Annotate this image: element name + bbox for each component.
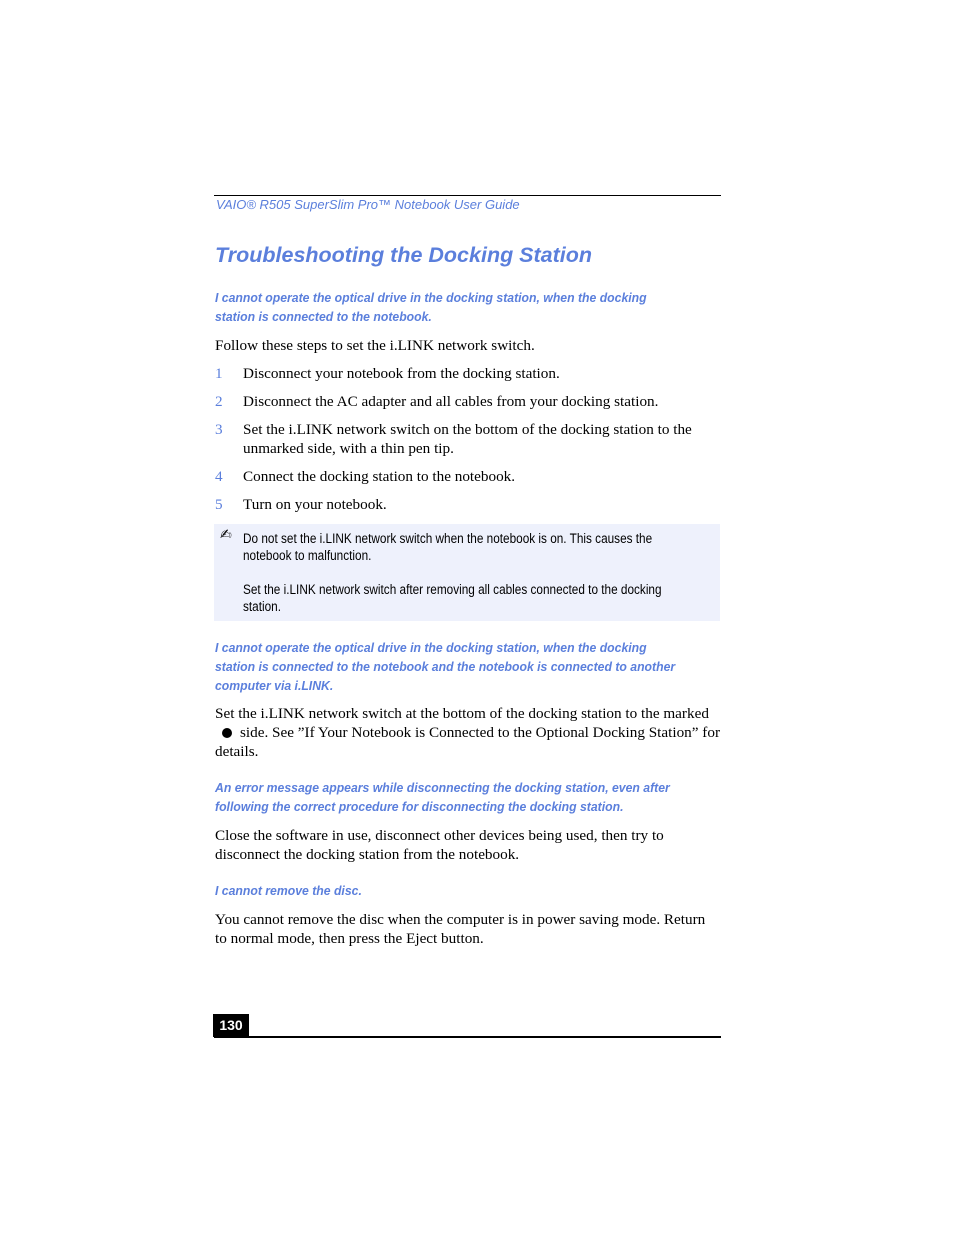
running-header: VAIO® R505 SuperSlim Pro™ Notebook User Guide xyxy=(216,197,520,212)
header-rule xyxy=(214,195,721,196)
answer-text: You cannot remove the disc when the computer is in power saving mode. Return to normal mode, then press the Eject button. xyxy=(215,911,706,947)
question-heading-4: I cannot remove the disc. xyxy=(215,883,362,898)
note-box xyxy=(214,524,720,621)
step-number: 4 xyxy=(215,468,223,485)
step-number: 2 xyxy=(215,393,223,410)
step-text: Turn on your notebook. xyxy=(243,496,387,513)
question-heading-2: I cannot operate the optical drive in the docking station, when the docking station is connected to the notebook and the notebook is connected to another computer via i.LINK. xyxy=(215,640,676,693)
step-number: 1 xyxy=(215,365,223,382)
marked-side-dot-icon xyxy=(222,728,232,738)
step-text: Disconnect the AC adapter and all cables from your docking station. xyxy=(243,393,659,410)
answer-text-part1: Set the i.LINK network switch at the bottom of the docking station to the marked xyxy=(215,705,709,722)
answer-text xyxy=(215,704,720,761)
answer-text: Close the software in use, disconnect other devices being used, then try to disconnect the docking station from the notebook. xyxy=(215,827,664,863)
note-text: Do not set the i.LINK network switch when the notebook is on. This causes the notebook to malfunction. xyxy=(243,531,653,563)
question-heading-3: An error message appears while disconnecting the docking station, even after following the correct procedure for disconnecting the docking station. xyxy=(215,780,670,814)
step-text: Set the i.LINK network switch on the bottom of the docking station to the unmarked side, with a thin pen tip. xyxy=(243,421,692,457)
note-text: Set the i.LINK network switch after removing all cables connected to the docking station. xyxy=(243,582,662,614)
step-number: 5 xyxy=(215,496,223,513)
intro-text: Follow these steps to set the i.LINK network switch. xyxy=(215,337,535,354)
question-heading-1: I cannot operate the optical drive in the docking station, when the docking station is connected to the notebook. xyxy=(215,290,647,324)
step-text: Disconnect your notebook from the docking station. xyxy=(243,365,560,382)
step-text: Connect the docking station to the notebook. xyxy=(243,468,516,485)
section-title: Troubleshooting the Docking Station xyxy=(215,243,593,267)
answer-text-part2: side. See ”If Your Notebook is Connected to the Optional Docking Station” for details. xyxy=(215,724,721,760)
footer-rule xyxy=(214,1036,721,1038)
page-number-box xyxy=(213,1014,249,1037)
page-number: 130 xyxy=(219,1017,243,1033)
note-pencil-icon: ✍ xyxy=(220,527,232,543)
step-number: 3 xyxy=(215,421,223,438)
